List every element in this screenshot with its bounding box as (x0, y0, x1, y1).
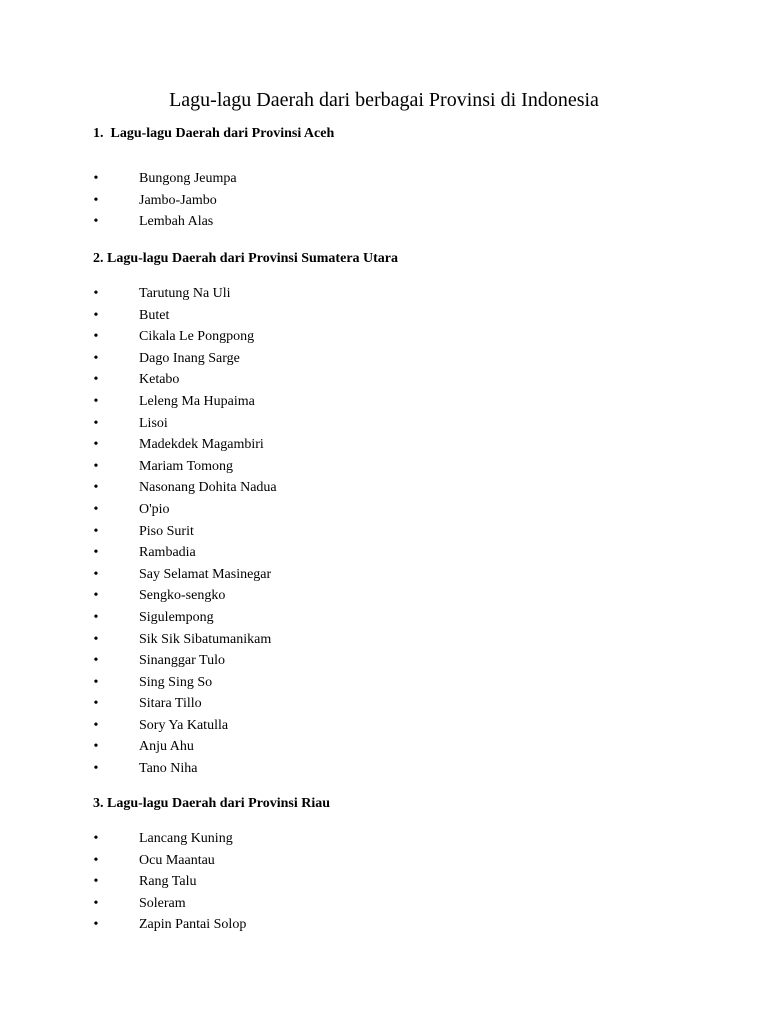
bullet-icon: • (93, 609, 99, 625)
song-name: Piso Surit (139, 523, 194, 539)
bullet-icon: • (93, 350, 99, 366)
song-name: Madekdek Magambiri (139, 437, 264, 453)
song-name: Sigulempong (139, 609, 214, 625)
song-name: Zapin Pantai Solop (139, 917, 247, 933)
song-name: Tano Niha (139, 761, 198, 777)
bullet-icon: • (93, 852, 99, 868)
song-name: Tarutung Na Uli (139, 286, 231, 301)
song-name: Lancang Kuning (139, 831, 233, 846)
bullet-icon: • (93, 588, 99, 604)
bullet-icon: • (93, 523, 99, 539)
song-name: Lembah Alas (139, 214, 214, 230)
bullet-icon: • (93, 874, 99, 890)
song-name: Rambadia (139, 545, 196, 561)
bullet-icon: • (93, 674, 99, 690)
song-name: Butet (139, 307, 170, 323)
bullet-icon: • (93, 286, 99, 301)
song-name: Sinanggar Tulo (139, 653, 225, 669)
song-name: Bungong Jeumpa (139, 171, 237, 186)
song-name: Sik Sik Sibatumanikam (139, 631, 272, 647)
song-name: Dago Inang Sarge (139, 350, 240, 366)
bullet-icon: • (93, 171, 99, 186)
bullet-icon: • (93, 437, 99, 453)
bullet-icon: • (93, 458, 99, 474)
bullet-icon: • (93, 653, 99, 669)
bullet-icon: • (93, 214, 99, 230)
bullet-icon: • (93, 393, 99, 409)
song-name: O'pio (139, 501, 170, 517)
bullet-icon: • (93, 917, 99, 933)
song-name: Say Selamat Masinegar (139, 566, 272, 582)
bullet-icon: • (93, 545, 99, 561)
bullet-icon: • (93, 696, 99, 712)
bullet-icon: • (93, 895, 99, 911)
song-name: Nasonang Dohita Nadua (139, 480, 277, 496)
section-heading-riau: 3. Lagu-lagu Daerah dari Provinsi Riau (93, 796, 330, 811)
song-name: Cikala Le Pongpong (139, 329, 255, 345)
bullet-icon: • (93, 631, 99, 647)
bullet-icon: • (93, 566, 99, 582)
section-heading-aceh: 1. Lagu-lagu Daerah dari Provinsi Aceh (93, 126, 335, 141)
song-name: Lisoi (139, 415, 168, 431)
song-name: Sory Ya Katulla (139, 717, 229, 733)
bullet-icon: • (93, 415, 99, 431)
song-name: Sing Sing So (139, 674, 213, 690)
page-title: Lagu-lagu Daerah dari berbagai Provinsi di Indonesia (169, 89, 599, 111)
song-name: Sengko-sengko (139, 588, 226, 604)
bullet-icon: • (93, 329, 99, 345)
song-name: Ketabo (139, 372, 180, 388)
bullet-icon: • (93, 192, 99, 208)
section-heading-sumatera-utara: 2. Lagu-lagu Daerah dari Provinsi Sumatera Utara (93, 251, 399, 266)
bullet-icon: • (93, 372, 99, 388)
bullet-icon: • (93, 307, 99, 323)
song-name: Ocu Maantau (139, 852, 215, 868)
bullet-icon: • (93, 831, 99, 846)
song-name: Anju Ahu (139, 739, 194, 755)
song-name: Mariam Tomong (139, 458, 234, 474)
song-name: Soleram (139, 895, 186, 911)
bullet-icon: • (93, 739, 99, 755)
song-name: Leleng Ma Hupaima (139, 393, 255, 409)
bullet-icon: • (93, 501, 99, 517)
song-name: Rang Talu (139, 874, 197, 890)
song-name: Jambo-Jambo (139, 192, 217, 208)
song-name: Sitara Tillo (139, 696, 202, 712)
bullet-icon: • (93, 761, 99, 777)
bullet-icon: • (93, 480, 99, 496)
bullet-icon: • (93, 717, 99, 733)
